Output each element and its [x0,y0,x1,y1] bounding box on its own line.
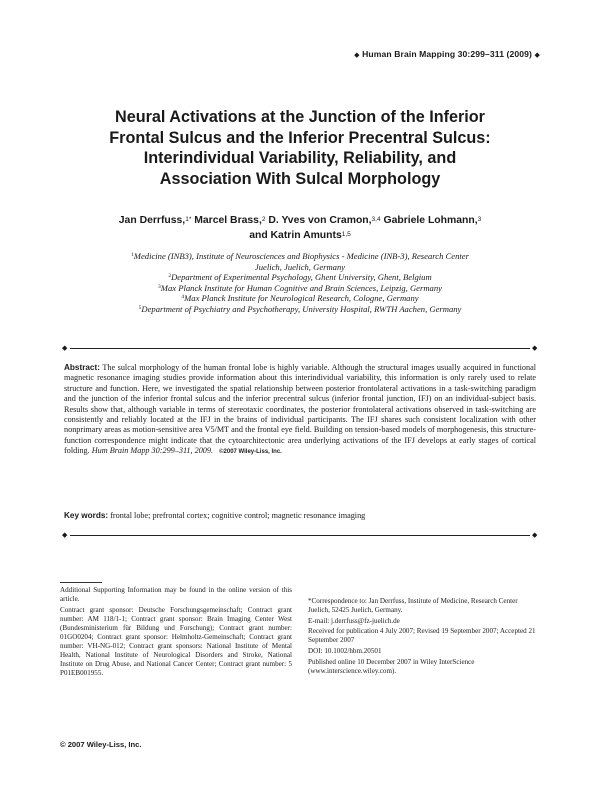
abstract-text: The sulcal morphology of the human frontal lobe is highly variable. Although the structural images usually acquired in functional magnetic resonance imaging studies provide information about this interindividual variability, this information is only rarely used to relate structure and function. Here, we investigated the spatial relationship between posterior frontolateral activations in a task-switching paradigm and the junction of the inferior frontal sulcus and the inferior precentral sulcus (inferior frontal junction, IFJ) on an individual-subject basis. Results show that, although variable in terms of stereotaxic coordinates, the posterior frontolateral activations observed in task-switching are consistently and reliably located at the IFJ in the brains of individual participants. The IFJ shares such consistent localization with other nonprimary areas as motion-sensitive area V5/MT and the frontal eye field. Building on tension-based models of morphogenesis, this structure-function correspondence might indicate that the cytoarchitectonic area underlying activations of the IFJ develops at early stages of cortical folding. [64,363,536,456]
paper-title [60,107,540,189]
affiliation-text: Juelich, Juelich, Germany [254,261,346,272]
author-name: Gabriele Lohmann, [383,215,478,226]
diamond-icon: ◆ [534,51,540,59]
title-line: Interindividual Variability, Reliability, and [143,149,457,167]
affiliation-number: 2 [168,273,172,280]
footnote: Additional Supporting Information may be found in the online version of this article. [60,586,292,604]
author-name: D. Yves von Cramon, [268,215,372,226]
affiliation-number: 1 [131,252,134,258]
abstract [64,363,536,458]
footnote: Published online 10 December 2007 in Wiley InterScience (www.interscience.wiley.com). [308,657,475,675]
footnote: Contract grant sponsor: Deutsche Forschungsgemeinschaft; Contract grant number: AM 118/1-1; Contract grant sponsor: Brain Imaging Center West (Bundesministerium für Bildung und Forschung); Contract grant number: 01GO0204; Contract grant sponsor: Helmholtz-Gemeinschaft; Contract grant number: VH-NG-012; Contract grant sponsors: National Institute of Mental Health, National Institute of Neurological Disorders and Stroke, National Institute on Drug Abuse, and National Cancer Center; Contract grant number: 5 P01EB001955. [60,605,292,678]
diamond-icon: ◆ [354,51,360,59]
affiliation-item [60,304,540,315]
diamond-icon: ◆ [62,531,68,539]
diamond-icon: ◆ [62,344,68,352]
journal-header [354,49,540,59]
affiliation-text: Medicine (INB3), Institute of Neurosciences and Biophysics - Medicine (INB-3), Research Center [133,251,469,261]
footnotes-right [308,597,540,677]
affiliation-item [60,293,540,304]
keywords-label: Key words: [64,511,109,520]
section-divider [70,535,530,536]
keywords-text: frontal lobe; prefrontal cortex; cognitive control; magnetic resonance imaging [110,511,366,520]
affiliation-text: Department of Experimental Psychology, Ghent University, Ghent, Belgium [171,272,432,283]
author-name: and Katrin Amunts [249,230,342,241]
footnote: Received for publication 4 July 2007; Revised 19 September 2007; Accepted 21 September 2007 [308,627,536,645]
author-affiliation-mark: 1* [185,216,192,223]
affiliation-item [60,251,540,262]
affiliation-text: Max Planck Institute for Human Cognitive and Brain Sciences, Leipzig, Germany [160,282,442,293]
doi-link[interactable]: DOI: 10.1002/hbm.20501 [308,646,382,655]
affiliation-number: 4 [181,294,185,301]
footnotes-left [60,586,292,680]
footnote-rule [60,582,102,583]
author-name: Marcel Brass, [194,215,262,226]
affiliation-item [60,272,540,283]
author-affiliation-mark: 3 [477,216,482,223]
title-line: Frontal Sulcus and the Inferior Precentral Sulcus: [109,128,491,147]
affiliation-list [60,251,540,315]
section-divider [70,348,530,349]
affiliation-text: Department of Psychiatry and Psychotherapy, University Hospital, RWTH Aachen, Germany [141,303,462,314]
author-list [60,213,540,243]
affiliation-item [60,283,540,294]
author-affiliation-mark: 2 [261,216,266,223]
title-line: Neural Activations at the Junction of the Inferior [115,108,485,126]
journal-citation: Human Brain Mapping 30:299–311 (2009) [362,49,533,59]
email-link[interactable]: E-mail: j.derrfuss@fz-juelich.de [308,616,400,625]
affiliation-number: 3 [158,283,161,290]
diamond-icon: ◆ [532,344,538,352]
abstract-copyright: ©2007 Wiley-Liss, Inc. [219,449,282,456]
affiliation-text: Max Planck Institute for Neurological Research, Cologne, Germany [184,293,419,304]
footnote: *Correspondence to: Jan Derrfuss, Institute of Medicine, Research Center Juelich, 52425 Juelich, Germany. [308,597,518,615]
author-name: Jan Derrfuss, [118,215,186,226]
title-line: Association With Sulcal Morphology [159,169,441,188]
author-affiliation-mark: 1,5 [341,231,351,238]
keywords [64,511,536,521]
affiliation-item [60,262,540,273]
affiliation-number: 5 [138,304,142,311]
abstract-citation: Hum Brain Mapp 30:299–311, 2009. [91,446,214,456]
diamond-icon: ◆ [532,531,538,539]
author-affiliation-mark: 3,4 [371,216,381,223]
abstract-label: Abstract: [64,363,100,372]
footer-copyright: © 2007 Wiley-Liss, Inc. [60,740,142,749]
